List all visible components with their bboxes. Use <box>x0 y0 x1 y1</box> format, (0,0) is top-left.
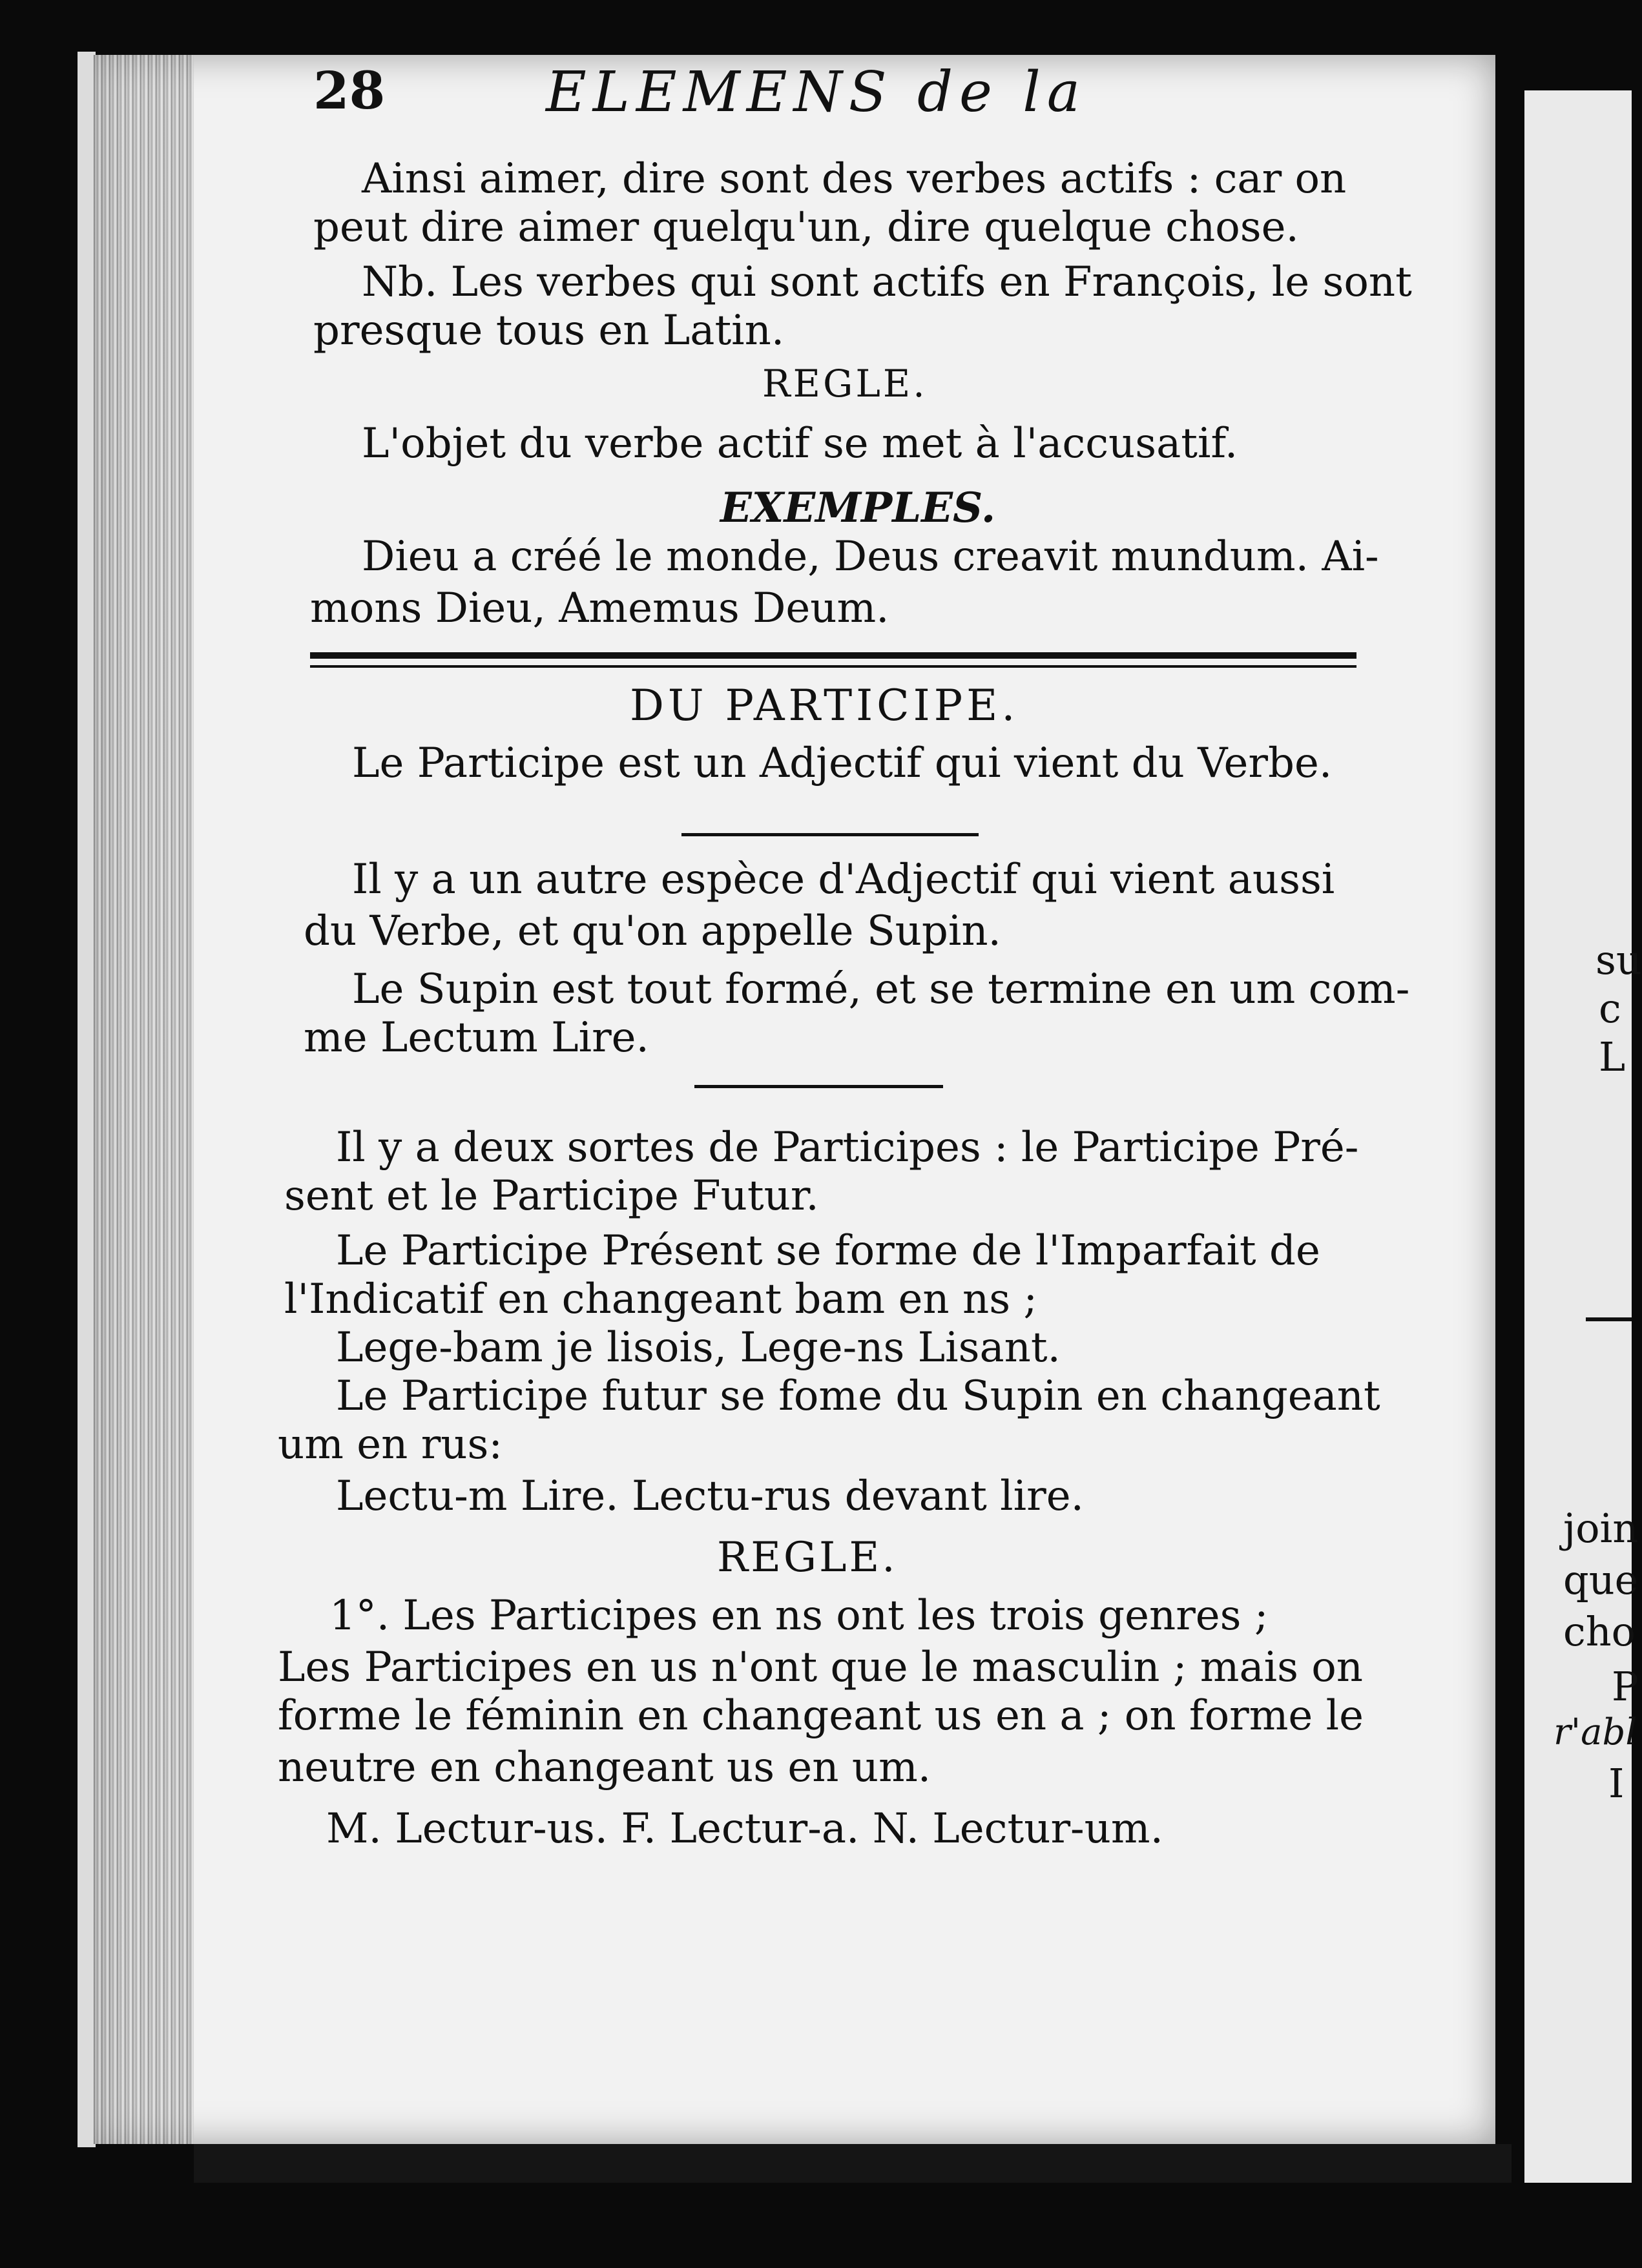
text-line: Nb. Les verbes qui sont actifs en François, le sont <box>362 258 1412 306</box>
text-line: Lectu-m Lire. Lectu-rus devant lire. <box>336 1472 1084 1520</box>
text-line: peut dire aimer quelqu'un, dire quelque chose. <box>313 203 1299 251</box>
text-line: me Lectum Lire. <box>304 1014 649 1062</box>
page-number: 28 <box>313 60 386 121</box>
text-line: Les Participes en us n'ont que le masculin ; mais on <box>278 1644 1363 1691</box>
short-rule <box>694 1085 943 1088</box>
text-line: Le Supin est tout formé, et se termine en um com- <box>352 965 1410 1013</box>
text-line: l'Indicatif en changeant bam en ns ; <box>284 1275 1037 1323</box>
facing-text-fragment: r'abl <box>1554 1711 1637 1753</box>
text-line: mons Dieu, Amemus Deum. <box>310 584 889 632</box>
running-title: ELEMENS de la <box>546 60 1087 125</box>
text-line: Le Participe Présent se forme de l'Imparfait de <box>336 1227 1320 1275</box>
facing-text-fragment: P <box>1612 1663 1639 1710</box>
text-line: Le Participe futur se fome du Supin en changeant <box>336 1372 1380 1420</box>
double-rule-bottom <box>310 665 1356 668</box>
text-line: Ainsi aimer, dire sont des verbes actifs : car on <box>362 155 1347 203</box>
section-heading: REGLE. <box>762 362 928 406</box>
facing-text-fragment: que <box>1563 1556 1639 1603</box>
facing-text-fragment: I <box>1608 1760 1625 1807</box>
text-line: presque tous en Latin. <box>313 307 785 355</box>
short-rule <box>681 833 979 836</box>
text-line: Le Participe est un Adjectif qui vient du Verbe. <box>352 739 1333 787</box>
text-line: Lege-bam je lisois, Lege-ns Lisant. <box>336 1324 1061 1372</box>
facing-text-fragment: cho <box>1563 1608 1636 1655</box>
facing-rule <box>1586 1317 1632 1321</box>
text-line: Dieu a créé le monde, Deus creavit mundum. Ai- <box>362 533 1379 581</box>
text-line: Il y a un autre espèce d'Adjectif qui vient aussi <box>352 856 1335 903</box>
text-line: neutre en changeant us en um. <box>278 1744 931 1791</box>
facing-text-fragment: join <box>1563 1505 1639 1552</box>
facing-text-fragment: L <box>1599 1033 1626 1080</box>
text-line: L'objet du verbe actif se met à l'accusatif. <box>362 420 1238 468</box>
text-line: M. Lectur-us. F. Lectur-a. N. Lectur-um. <box>326 1805 1163 1853</box>
chapter-title: DU PARTICIPE. <box>630 681 1019 730</box>
text-line: Il y a deux sortes de Participes : le Participe Pré- <box>336 1124 1359 1171</box>
section-heading: REGLE. <box>717 1534 898 1582</box>
double-rule-top <box>310 652 1356 659</box>
text-line: 1°. Les Participes en ns ont les trois genres ; <box>329 1592 1269 1640</box>
text-line: sent et le Participe Futur. <box>284 1172 819 1220</box>
section-heading: EXEMPLES. <box>720 484 996 532</box>
text-line: du Verbe, et qu'on appelle Supin. <box>304 907 1001 955</box>
text-line: forme le féminin en changeant us en a ; on forme le <box>278 1692 1364 1740</box>
text-line: um en rus: <box>278 1421 503 1469</box>
facing-text-fragment: c <box>1599 985 1621 1032</box>
facing-text-fragment: su <box>1595 936 1642 984</box>
